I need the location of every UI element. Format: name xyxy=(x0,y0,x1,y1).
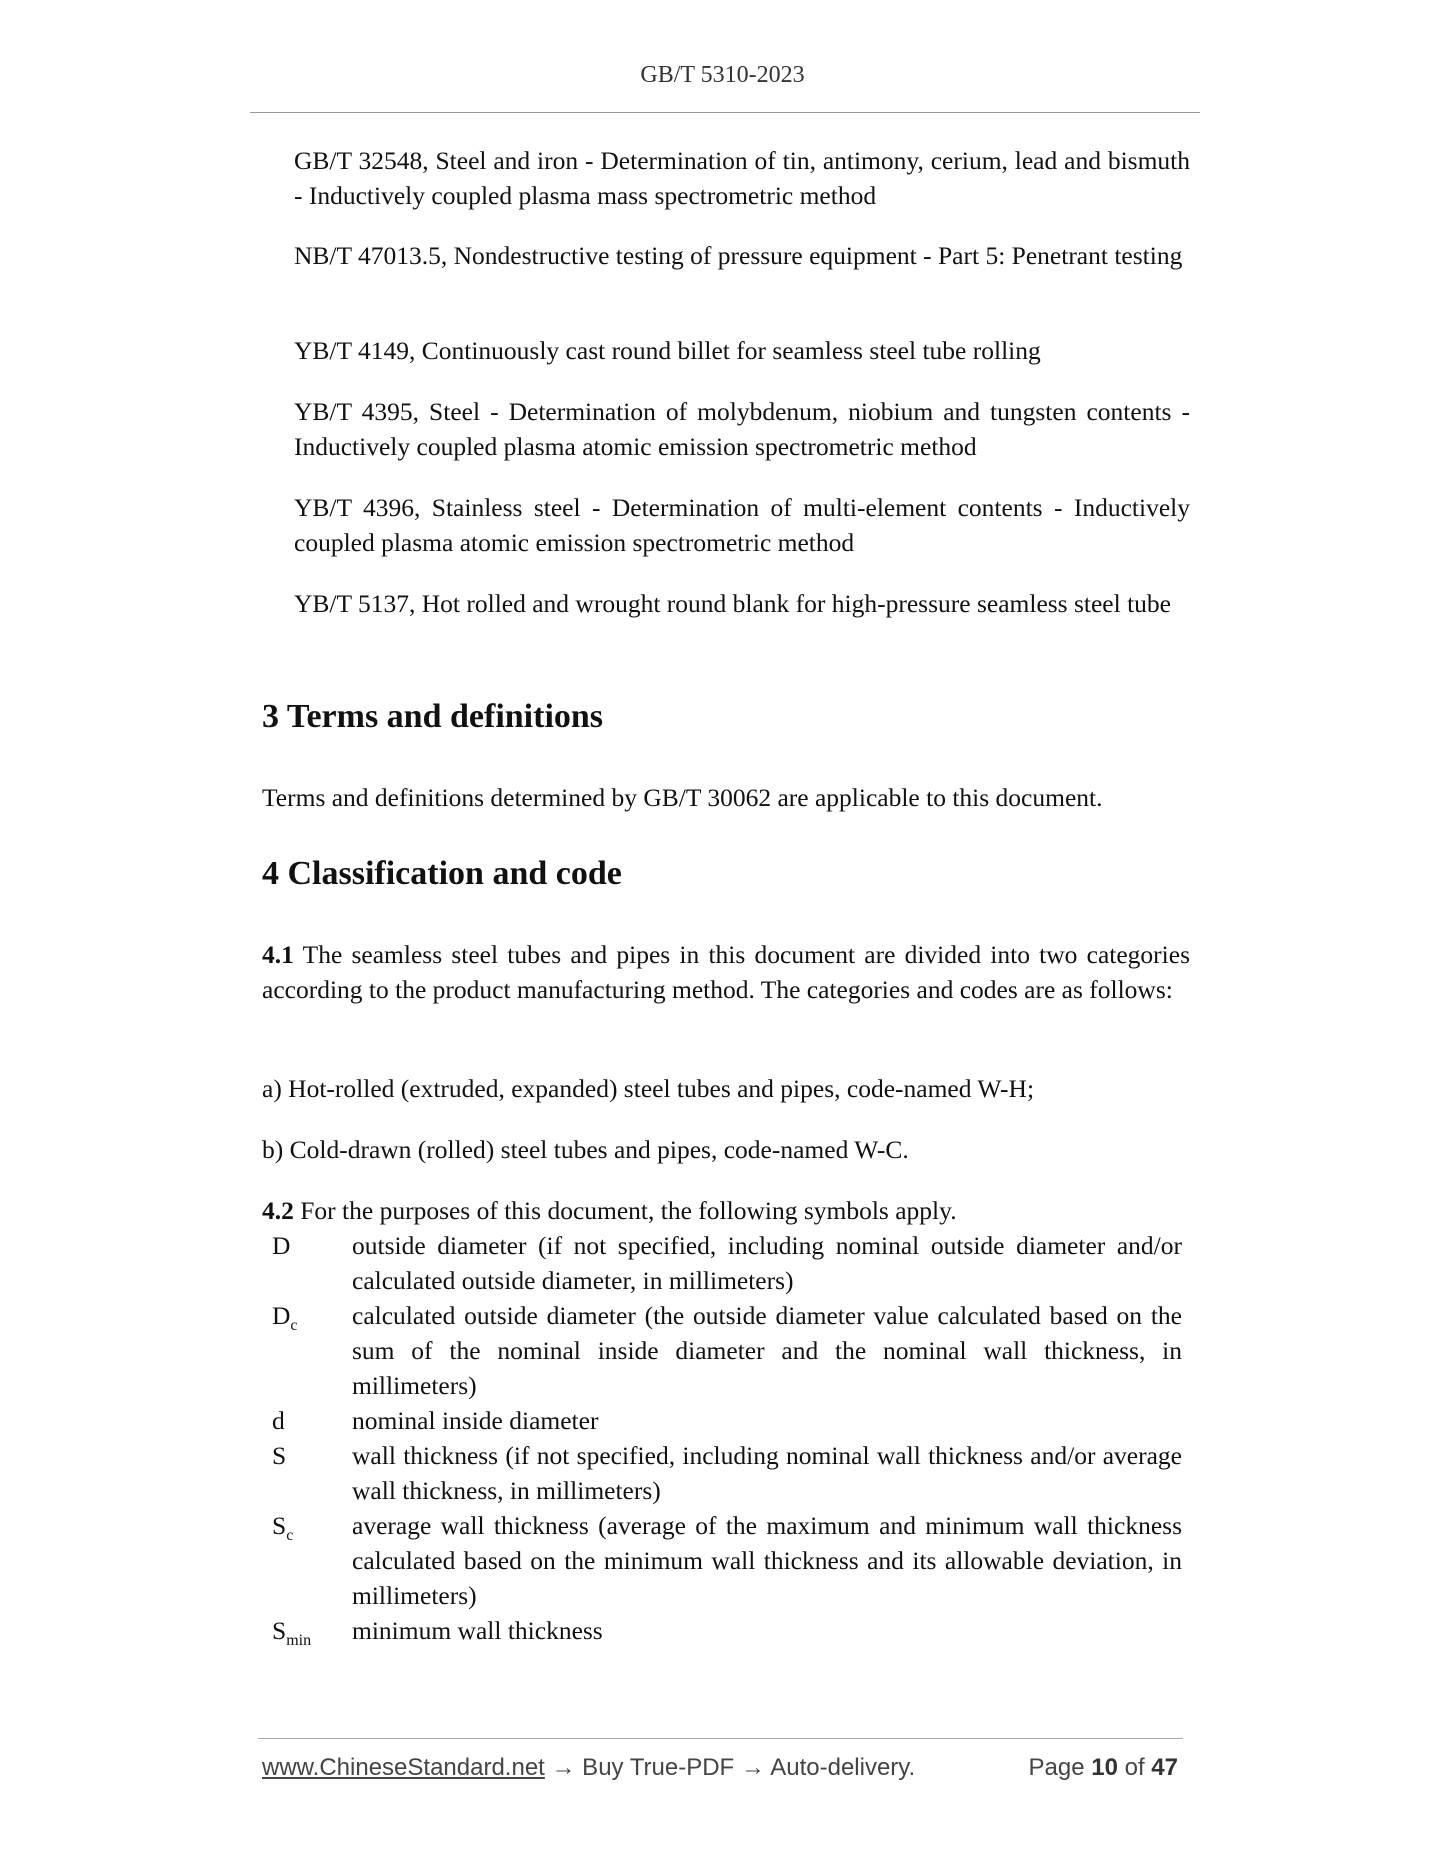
symbol: d xyxy=(272,1406,285,1435)
clause-text: For the purposes of this document, the following symbols apply. xyxy=(300,1196,957,1225)
footer-tagline: → Buy True-PDF → Auto-delivery. xyxy=(544,1754,916,1781)
section-3-text: Terms and definitions determined by GB/T 30062 are applicable to this document. xyxy=(262,783,1103,812)
symbol-definition: nominal inside diameter xyxy=(352,1406,599,1435)
running-header: GB/T 5310-2023 xyxy=(640,62,805,88)
symbol-definition: calculated outside diameter (the outside diameter value calculated based on the sum of the nominal inside diameter and the nominal wall thickness, in millimeters) xyxy=(352,1301,1182,1400)
symbol-definition: wall thickness (if not specified, including nominal wall thickness and/or average wall thickness, in millimeters) xyxy=(352,1441,1182,1505)
reference-item: YB/T 5137, Hot rolled and wrought round blank for high-pressure seamless steel tube xyxy=(294,589,1171,618)
header-divider xyxy=(250,112,1200,113)
symbol: $S_{min}$ xyxy=(272,1616,312,1650)
list-item-a: a) Hot-rolled (extruded, expanded) steel tubes and pipes, code-named W-H; xyxy=(262,1074,1035,1103)
list-item-b: b) Cold-drawn (rolled) steel tubes and pipes, code-named W-C. xyxy=(262,1135,909,1164)
clause-number: 4.1 xyxy=(262,940,294,969)
website-link[interactable]: www.ChineseStandard.net xyxy=(262,1754,545,1781)
page-footer xyxy=(262,1754,1182,1782)
reference-item: YB/T 4395, Steel - Determination of molybdenum, niobium and tungsten contents - Inductively coupled plasma atomic emission spectrometric method xyxy=(294,397,1190,461)
clause-4-1 xyxy=(262,937,1190,1007)
symbol: D xyxy=(272,1231,291,1260)
reference-item: YB/T 4149, Continuously cast round billet for seamless steel tube rolling xyxy=(294,336,1041,365)
section-4-heading: 4 Classification and code xyxy=(262,855,622,892)
clause-number: 4.2 xyxy=(262,1196,294,1225)
symbol-definition: outside diameter (if not specified, including nominal outside diameter and/or calculated outside diameter, in millimeters) xyxy=(352,1231,1182,1295)
reference-item: NB/T 47013.5, Nondestructive testing of pressure equipment - Part 5: Penetrant testing xyxy=(294,241,1183,270)
clause-text: The seamless steel tubes and pipes in this document are divided into two categories according to the product manufacturing method. The categories and codes are as follows: xyxy=(262,940,1190,1004)
footer-divider xyxy=(258,1738,1183,1739)
symbol: $D_c$ xyxy=(272,1301,298,1335)
reference-item: YB/T 4396, Stainless steel - Determination of multi-element contents - Inductively coupled plasma atomic emission spectrometric method xyxy=(294,493,1190,557)
section-3-heading: 3 Terms and definitions xyxy=(262,698,604,735)
symbol: $S_c$ xyxy=(272,1511,294,1545)
clause-4-2 xyxy=(262,1193,1190,1228)
symbol: S xyxy=(272,1441,287,1470)
reference-item: GB/T 32548, Steel and iron - Determination of tin, antimony, cerium, lead and bismuth - Inductively coupled plasma mass spectrometric method xyxy=(294,146,1190,210)
symbol-definition: minimum wall thickness xyxy=(352,1616,603,1645)
page-number: Page 10 of 47 xyxy=(1028,1754,1178,1781)
symbol-definition: average wall thickness (average of the maximum and minimum wall thickness calculated based on the minimum wall thickness and its allowable deviation, in millimeters) xyxy=(352,1511,1182,1610)
